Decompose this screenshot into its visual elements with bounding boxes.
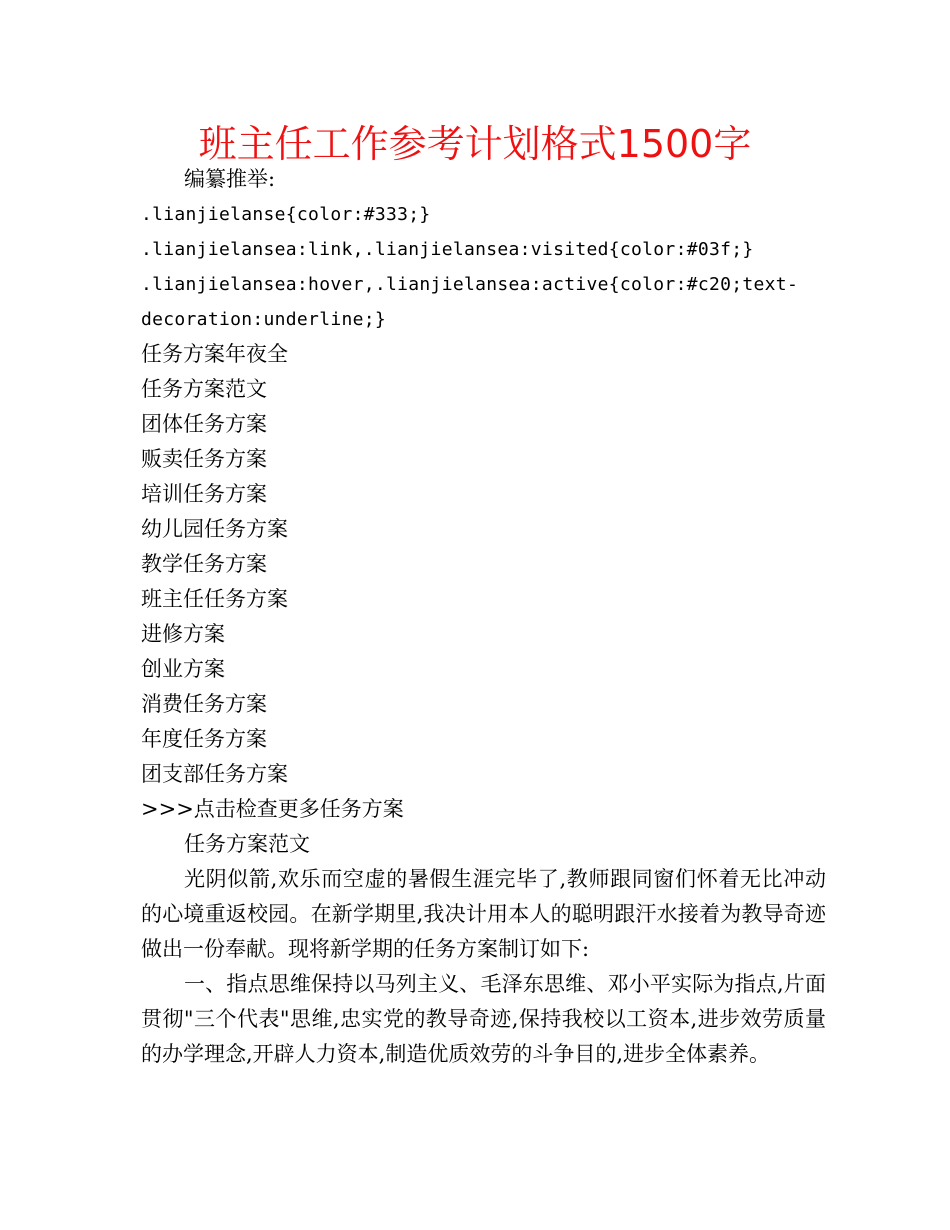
plan-link[interactable]: 培训任务方案 [141,482,267,506]
css-line: .lianjielansea:link,.lianjielansea:visited{color:#03f;} [141,239,754,260]
link-list-item[interactable] [141,512,831,547]
document-title: 班主任工作参考计划格式1500字 [198,122,752,166]
plan-link[interactable]: 任务方案年夜全 [141,342,288,366]
plan-link[interactable]: 教学任务方案 [141,552,267,576]
link-list-item[interactable] [141,337,831,372]
link-list-item[interactable] [141,582,831,617]
plan-link[interactable]: 幼儿园任务方案 [141,517,288,541]
intro-label: 编纂推举: [184,167,276,191]
link-list-item[interactable] [141,617,831,652]
plan-link[interactable]: 团支部任务方案 [141,762,288,786]
more-plans-item[interactable] [141,792,831,827]
document-body [141,162,831,1072]
plan-link[interactable]: 贩卖任务方案 [141,447,267,471]
body-paragraph: 一、指点思维保持以马列主义、毛泽东思维、邓小平实际为指点,片面贯彻"三个代表"思维,忠实党的教导奇迹,保持我校以工资本,进步效劳质量的办学理念,开辟人力资本,制造优质效劳的斗争目的,进步全体素养。 [141,972,826,1066]
css-line: decoration:underline;} [141,309,387,330]
plan-link[interactable]: 班主任任务方案 [141,587,288,611]
link-list-item[interactable] [141,652,831,687]
link-list-item[interactable] [141,757,831,792]
link-list-item[interactable] [141,442,831,477]
css-line: .lianjielansea:hover,.lianjielansea:active{color:#c20;text- [141,274,799,295]
link-list-item[interactable] [141,547,831,582]
link-list-item[interactable] [141,407,831,442]
link-list-item[interactable] [141,372,831,407]
plan-link[interactable]: 消费任务方案 [141,692,267,716]
plan-link[interactable]: 进修方案 [141,622,225,646]
plan-link[interactable]: 任务方案范文 [141,377,267,401]
body-paragraph: 光阴似箭,欢乐而空虚的暑假生涯完毕了,教师跟同窗们怀着无比冲动的心境重返校园。在新学期里,我决计用本人的聪明跟汗水接着为教导奇迹做出一份奉献。现将新学期的任务方案制订如下: [141,867,826,961]
section-heading: 任务方案范文 [184,832,310,856]
plan-link[interactable]: 创业方案 [141,657,225,681]
link-list-item[interactable] [141,722,831,757]
more-plans-link[interactable]: >>>点击检查更多任务方案 [141,797,404,821]
plan-link[interactable]: 年度任务方案 [141,727,267,751]
plan-link[interactable]: 团体任务方案 [141,412,267,436]
css-line: .lianjielanse{color:#333;} [141,204,431,225]
link-list-item[interactable] [141,687,831,722]
link-list-item[interactable] [141,477,831,512]
